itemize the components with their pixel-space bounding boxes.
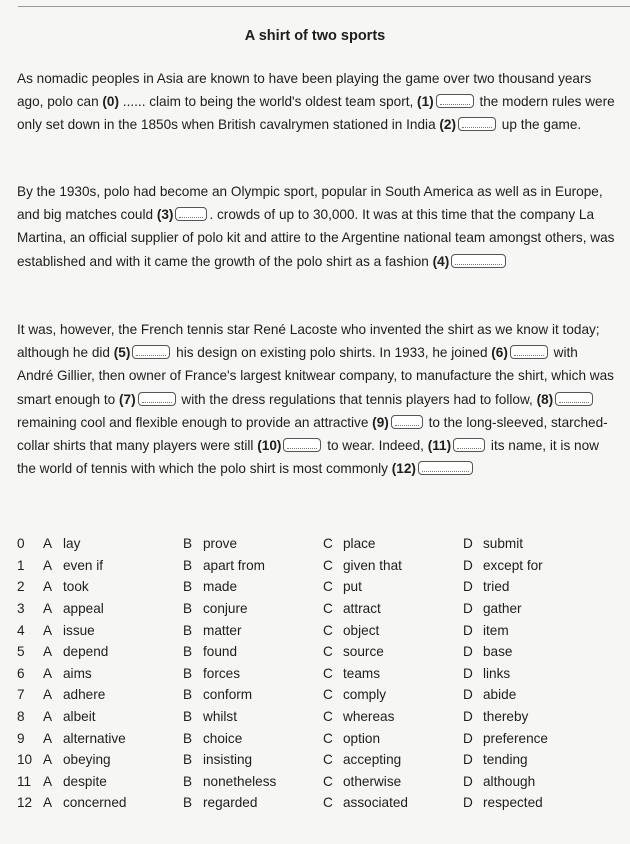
- option-2-b[interactable]: [183, 579, 323, 594]
- answer-options-table: [17, 533, 617, 814]
- gap-9-box[interactable]: [391, 415, 423, 429]
- question-number: 9: [17, 730, 25, 746]
- option-5-c[interactable]: [323, 644, 463, 659]
- option-8-c[interactable]: [323, 709, 463, 724]
- option-letter: C: [323, 795, 333, 811]
- paragraph-1: [17, 67, 617, 137]
- question-number: 0: [17, 536, 25, 552]
- option-8-a[interactable]: [43, 709, 183, 724]
- option-letter: B: [183, 665, 193, 681]
- option-text: links: [483, 665, 511, 681]
- option-text: whilst: [203, 709, 237, 725]
- option-row-4: [17, 619, 617, 641]
- option-7-d[interactable]: [463, 687, 613, 702]
- option-text: associated: [343, 795, 408, 811]
- option-text: submit: [483, 536, 524, 552]
- option-7-a[interactable]: [43, 687, 183, 702]
- gap-8-box[interactable]: [555, 392, 593, 406]
- option-row-7: [17, 684, 617, 706]
- option-text: concerned: [63, 795, 127, 811]
- option-text: place: [343, 536, 376, 552]
- option-1-b[interactable]: [183, 558, 323, 573]
- option-row-0: [17, 533, 617, 555]
- question-number: 3: [17, 601, 25, 617]
- option-9-a[interactable]: [43, 731, 183, 746]
- option-2-a[interactable]: [43, 579, 183, 594]
- option-4-c[interactable]: [323, 623, 463, 638]
- option-5-b[interactable]: [183, 644, 323, 659]
- option-row-10: [17, 749, 617, 771]
- option-letter: A: [43, 622, 53, 638]
- option-text: respected: [483, 795, 543, 811]
- option-letter: A: [43, 644, 53, 660]
- gap-number-7: (7): [119, 391, 136, 407]
- option-letter: B: [183, 773, 193, 789]
- gap-3-box[interactable]: [175, 207, 207, 221]
- paragraph-text: . crowds of up to 30,000. It was at this time that the company La Martina, an official supplier of polo kit and attire to the Argentine national team amongst others, was established and with it came the growth of the polo shirt as a fashion: [17, 207, 615, 269]
- option-text: object: [343, 622, 380, 638]
- paragraph-3: [17, 318, 617, 480]
- option-12-b[interactable]: [183, 795, 323, 810]
- gap-11-box[interactable]: [453, 438, 485, 452]
- option-letter: D: [463, 687, 473, 703]
- option-text: despite: [63, 773, 107, 789]
- option-10-a[interactable]: [43, 752, 183, 767]
- option-text: preference: [483, 730, 548, 746]
- option-row-1: [17, 555, 617, 577]
- paragraph-text: to the long-sleeved, starched-collar shirts that many players were still: [17, 414, 608, 454]
- gap-6-box[interactable]: [510, 345, 548, 359]
- gap-7-box[interactable]: [138, 392, 176, 406]
- option-letter: C: [323, 687, 333, 703]
- option-text: matter: [203, 622, 242, 638]
- option-letter: B: [183, 709, 193, 725]
- option-text: took: [63, 579, 89, 595]
- option-letter: A: [43, 709, 53, 725]
- option-text: insisting: [203, 752, 253, 768]
- paragraph-text: its name, it is now the world of tennis with which the polo shirt is most commonly: [17, 438, 599, 477]
- option-text: aims: [63, 665, 92, 681]
- option-text: whereas: [343, 709, 395, 725]
- option-letter: A: [43, 665, 53, 681]
- option-text: made: [203, 579, 238, 595]
- gap-number-0: (0): [102, 94, 120, 110]
- question-number: 4: [17, 622, 25, 638]
- paragraph-text: By the 1930s, polo had become an Olympic sport, popular in South America as well as in Europe, and big matches could: [17, 184, 603, 223]
- gap-number-10: (10): [257, 438, 282, 454]
- option-6-d[interactable]: [463, 666, 613, 681]
- gap-10-box[interactable]: [283, 438, 321, 452]
- option-row-12: [17, 792, 617, 814]
- paragraph-text: ...... claim to being the world's oldest team sport,: [119, 94, 418, 110]
- page-title: A shirt of two sports: [244, 28, 386, 44]
- question-number: 12: [17, 795, 33, 811]
- option-text: accepting: [343, 752, 402, 768]
- option-letter: C: [323, 752, 333, 768]
- paragraph-text: his design on existing polo shirts. In 1933, he joined: [172, 345, 492, 361]
- option-10-b[interactable]: [183, 752, 323, 767]
- paragraph-text: the modern rules were only set down in the 1850s when British cavalrymen stationed in India: [17, 94, 615, 133]
- option-text: alternative: [63, 730, 126, 746]
- option-3-c[interactable]: [323, 601, 463, 616]
- option-letter: B: [183, 557, 193, 573]
- option-7-c[interactable]: [323, 687, 463, 702]
- option-text: tending: [483, 752, 528, 768]
- option-letter: C: [323, 557, 333, 573]
- option-text: conform: [203, 687, 253, 703]
- gap-2-box[interactable]: [458, 117, 496, 131]
- question-number: 1: [17, 557, 25, 573]
- option-7-b[interactable]: [183, 687, 323, 702]
- option-9-c[interactable]: [323, 731, 463, 746]
- gap-number-8: (8): [536, 391, 554, 407]
- question-number: 8: [17, 709, 25, 725]
- paragraph-text: up the game.: [498, 117, 582, 133]
- option-text: teams: [343, 665, 381, 681]
- option-text: prove: [203, 536, 238, 552]
- option-letter: B: [183, 795, 193, 811]
- option-letter: C: [323, 665, 333, 681]
- option-row-8: [17, 706, 617, 728]
- option-letter: B: [183, 687, 193, 703]
- option-text: appeal: [63, 601, 104, 617]
- option-letter: A: [43, 795, 53, 811]
- option-letter: D: [463, 709, 473, 725]
- option-letter: C: [323, 644, 333, 660]
- option-text: abide: [483, 687, 517, 703]
- question-number: 10: [17, 752, 33, 768]
- option-text: put: [343, 579, 362, 595]
- option-letter: D: [463, 644, 473, 660]
- option-row-3: [17, 598, 617, 620]
- gap-number-6: (6): [491, 345, 508, 361]
- option-12-a[interactable]: [43, 795, 183, 810]
- option-6-b[interactable]: [183, 666, 323, 681]
- option-text: given that: [343, 557, 402, 573]
- option-5-d[interactable]: [463, 644, 613, 659]
- option-text: source: [343, 644, 384, 660]
- option-10-c[interactable]: [323, 752, 463, 767]
- option-6-a[interactable]: [43, 666, 183, 681]
- gap-number-3: (3): [156, 207, 174, 223]
- option-text: thereby: [483, 709, 529, 725]
- option-2-c[interactable]: [323, 579, 463, 594]
- option-letter: D: [463, 579, 473, 595]
- option-text: although: [483, 773, 536, 789]
- gap-5-box[interactable]: [132, 345, 170, 359]
- option-8-d[interactable]: [463, 709, 613, 724]
- paragraph-text: It was, however, the French tennis star René Lacoste who invented the shirt as we know it today; although he did: [17, 322, 600, 361]
- option-text: issue: [63, 622, 95, 638]
- option-text: apart from: [203, 557, 265, 573]
- option-letter: B: [183, 730, 193, 746]
- gap-number-1: (1): [417, 94, 434, 110]
- option-letter: A: [43, 752, 53, 768]
- option-text: depend: [63, 644, 109, 660]
- question-number: 11: [17, 773, 32, 789]
- option-text: attract: [343, 601, 381, 617]
- option-9-d[interactable]: [463, 731, 613, 746]
- option-11-b[interactable]: [183, 774, 323, 789]
- option-letter: D: [463, 730, 473, 746]
- option-text: item: [483, 622, 509, 638]
- option-text: gather: [483, 601, 522, 617]
- option-11-a[interactable]: [43, 774, 183, 789]
- option-letter: A: [43, 773, 53, 789]
- gap-number-9: (9): [372, 414, 389, 430]
- option-text: option: [343, 730, 381, 746]
- option-2-d[interactable]: [463, 579, 613, 594]
- paragraph-text: to wear. Indeed,: [323, 438, 428, 454]
- gap-12-box[interactable]: [418, 461, 473, 475]
- option-letter: D: [463, 752, 473, 768]
- gap-number-4: (4): [432, 253, 450, 269]
- option-4-b[interactable]: [183, 623, 323, 638]
- option-letter: A: [43, 579, 53, 595]
- option-1-c[interactable]: [323, 558, 463, 573]
- option-text: albeit: [63, 709, 96, 725]
- option-text: obeying: [63, 752, 111, 768]
- option-6-c[interactable]: [323, 666, 463, 681]
- option-3-b[interactable]: [183, 601, 323, 616]
- option-letter: A: [43, 730, 53, 746]
- option-4-d[interactable]: [463, 623, 613, 638]
- option-1-d[interactable]: [463, 558, 613, 573]
- question-number: 2: [17, 579, 25, 595]
- option-letter: A: [43, 536, 53, 552]
- question-number: 6: [17, 665, 25, 681]
- gap-4-box[interactable]: [451, 254, 506, 268]
- option-text: conjure: [203, 601, 248, 617]
- option-4-a[interactable]: [43, 623, 183, 638]
- option-letter: D: [463, 795, 473, 811]
- top-rule: [18, 6, 630, 7]
- option-row-9: [17, 727, 617, 749]
- option-letter: C: [323, 536, 333, 552]
- option-letter: C: [323, 730, 333, 746]
- question-number: 5: [17, 644, 25, 660]
- option-0-b[interactable]: [183, 536, 323, 551]
- option-letter: C: [323, 579, 333, 595]
- option-5-a[interactable]: [43, 644, 183, 659]
- option-12-d[interactable]: [463, 795, 613, 810]
- gap-1-box[interactable]: [436, 94, 474, 108]
- option-letter: C: [323, 773, 333, 789]
- option-9-b[interactable]: [183, 731, 323, 746]
- option-row-11: [17, 771, 617, 793]
- option-letter: B: [183, 601, 193, 617]
- option-letter: B: [183, 622, 193, 638]
- option-text: forces: [203, 665, 241, 681]
- option-11-d[interactable]: [463, 774, 613, 789]
- option-letter: A: [43, 557, 53, 573]
- option-row-2: [17, 576, 617, 598]
- option-3-a[interactable]: [43, 601, 183, 616]
- option-text: found: [203, 644, 238, 660]
- option-0-a[interactable]: [43, 536, 183, 551]
- paragraph-text: remaining cool and flexible enough to provide an attractive: [17, 414, 373, 430]
- paragraph-text: with the dress regulations that tennis players had to follow,: [177, 391, 537, 407]
- option-text: regarded: [203, 795, 258, 811]
- option-letter: D: [463, 622, 473, 638]
- option-12-c[interactable]: [323, 795, 463, 810]
- option-text: choice: [203, 730, 243, 746]
- option-letter: D: [463, 536, 473, 552]
- option-letter: C: [323, 709, 333, 725]
- option-letter: D: [463, 557, 473, 573]
- option-text: base: [483, 644, 513, 660]
- paragraph-text: with André Gillier, then owner of France's largest knitwear company, to manufacture the shirt, which was smart enough to: [17, 345, 614, 407]
- option-letter: C: [323, 622, 333, 638]
- option-row-5: [17, 641, 617, 663]
- option-text: otherwise: [343, 773, 402, 789]
- option-letter: B: [183, 644, 193, 660]
- option-letter: D: [463, 665, 473, 681]
- option-text: comply: [343, 687, 387, 703]
- option-letter: B: [183, 579, 193, 595]
- gap-number-5: (5): [113, 345, 131, 361]
- option-letter: A: [43, 601, 53, 617]
- gap-number-11: (11): [427, 438, 452, 454]
- option-text: except for: [483, 557, 543, 573]
- option-letter: C: [323, 601, 333, 617]
- option-8-b[interactable]: [183, 709, 323, 724]
- option-letter: A: [43, 687, 53, 703]
- option-text: tried: [483, 579, 510, 595]
- option-text: nonetheless: [203, 773, 277, 789]
- question-number: 7: [17, 687, 25, 703]
- option-3-d[interactable]: [463, 601, 613, 616]
- option-letter: B: [183, 752, 193, 768]
- option-row-6: [17, 663, 617, 685]
- option-text: even if: [63, 557, 104, 573]
- option-10-d[interactable]: [463, 752, 613, 767]
- option-0-c[interactable]: [323, 536, 463, 551]
- paragraph-2: [17, 180, 617, 273]
- gap-number-2: (2): [439, 117, 457, 133]
- option-letter: D: [463, 773, 473, 789]
- option-letter: D: [463, 601, 473, 617]
- gap-number-12: (12): [391, 461, 416, 477]
- paragraph-text: As nomadic peoples in Asia are known to have been playing the game over two thousand years ago, polo can: [17, 71, 592, 110]
- option-text: lay: [63, 536, 81, 552]
- option-0-d[interactable]: [463, 536, 613, 551]
- option-letter: B: [183, 536, 193, 552]
- option-1-a[interactable]: [43, 558, 183, 573]
- option-11-c[interactable]: [323, 774, 463, 789]
- option-text: adhere: [63, 687, 106, 703]
